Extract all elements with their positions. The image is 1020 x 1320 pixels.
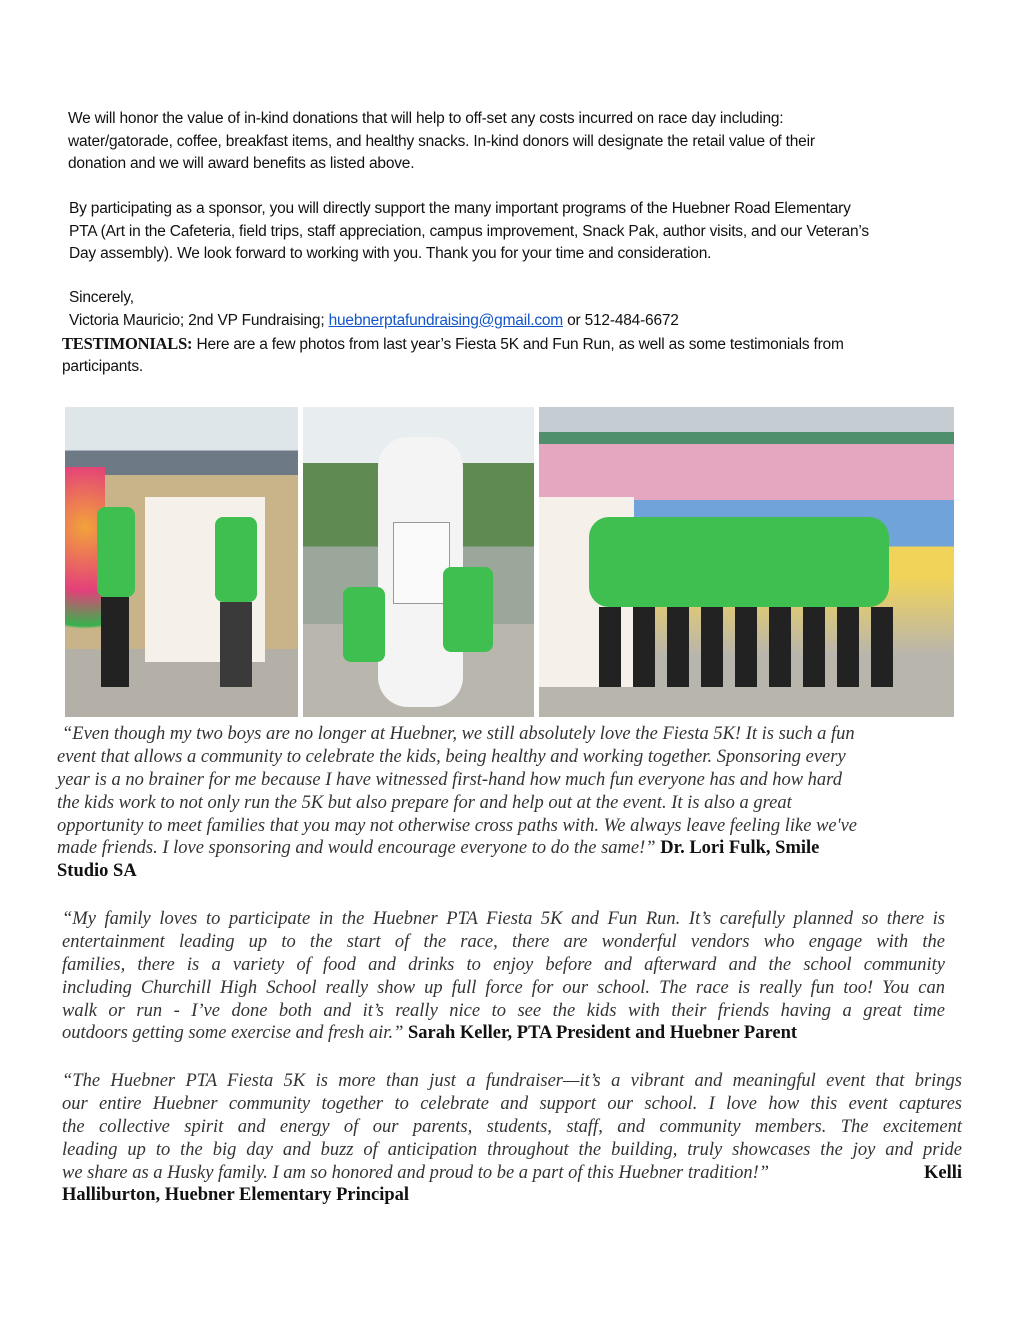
text-line: water/gatorade, coffee, breakfast items, and healthy snacks. In-kind donors will designate the retail value of their — [68, 132, 815, 150]
text-line: donation and we will award benefits as listed above. — [68, 155, 415, 173]
testimonial-author: Halliburton, Huebner Elementary Principal — [62, 1185, 410, 1206]
intro-text: Here are a few photos from last year’s Fiesta 5K and Fun Run, as well as some testimonials from — [192, 336, 844, 353]
text-line: PTA (Art in the Cafeteria, field trips, staff appreciation, campus improvement, Snack Pak, author visits, and our Veteran’s — [69, 222, 869, 240]
quote-text: we share as a Husky family. I am so honored and proud to be a part of this Huebner tradition!” — [62, 1162, 770, 1183]
inkind-paragraph — [68, 108, 815, 176]
testimonial-1 — [57, 723, 857, 883]
text-line: Day assembly). We look forward to working with you. Thank you for your time and consideration. — [69, 245, 712, 263]
photo-cow-mascot-kids — [303, 407, 534, 717]
intro-line — [62, 333, 844, 356]
photo-fiesta-sign-two-women — [65, 407, 298, 717]
signer: Victoria Mauricio; 2nd VP Fundraising; — [69, 311, 329, 329]
quote-line: the kids work to not only run the 5K but also prepare for and help out at the event. It is also a great — [57, 792, 792, 813]
testimonial-author: Kelli — [923, 1162, 962, 1183]
quote-line: “The Huebner PTA Fiesta 5K is more than just a fundraiser—it’s a vibrant and meaningful event that brings — [62, 1071, 962, 1091]
quote-line: year is a no brainer for me because I have witnessed first-hand how much fun everyone has and how hard — [57, 769, 842, 790]
testimonials-heading: TESTIMONIALS: — [62, 334, 193, 353]
closing: Sincerely, — [69, 289, 134, 306]
quote-line: the collective spirit and energy of our parents, students, staff, and community members. The excitement — [62, 1116, 962, 1137]
phone: or 512-484-6672 — [563, 311, 679, 329]
quote-line: entertainment leading up to the start of the race, there are wonderful vendors who engage with the — [62, 931, 945, 952]
quote-line: including Churchill High School really show up full force for our school. The race is really fun too! You can — [62, 977, 945, 998]
quote-line: opportunity to meet families that you may not otherwise cross paths with. We always leave feeling like we've — [57, 815, 858, 836]
testimonial-2 — [62, 908, 945, 1045]
quote-text: outdoors getting some exercise and fresh air.” — [62, 1023, 408, 1044]
quote-line: walk or run - I’ve done both and it’s really nice to see the kids with their friends having a great time — [62, 1000, 945, 1021]
testimonial-author: Studio SA — [57, 861, 137, 882]
email-link[interactable]: huebnerptafundraising@gmail.com — [328, 311, 563, 329]
quote-line — [62, 1022, 945, 1045]
signature-block — [69, 287, 679, 332]
quote-line: leading up to the big day and buzz of anticipation throughout the building, truly showcases the joy and pride — [62, 1139, 962, 1160]
testimonial-3 — [62, 1070, 962, 1207]
quote-line: our entire Huebner community together to celebrate and support our school. I love how this event captures — [62, 1093, 962, 1114]
quote-line: “Even though my two boys are no longer at Huebner, we still absolutely love the Fiesta 5K! It is such a fun — [62, 724, 855, 744]
quote-line — [57, 837, 857, 860]
testimonials-intro — [62, 333, 844, 378]
quote-line: “My family loves to participate in the Huebner PTA Fiesta 5K and Fun Run. It’s carefully planned so there is — [62, 909, 945, 929]
intro-text: participants. — [62, 357, 143, 375]
testimonial-author: Dr. Lori Fulk, Smile — [660, 838, 820, 859]
quote-line — [62, 1162, 962, 1185]
quote-line: families, there is a variety of food and drinks to enjoy before and afterward and the school community — [62, 954, 945, 975]
quote-text: made friends. I love sponsoring and would encourage everyone to do the same!” — [57, 838, 661, 859]
sponsor-paragraph — [69, 198, 869, 266]
testimonial-author: Sarah Keller, PTA President and Huebner Parent — [408, 1023, 798, 1044]
text-line: We will honor the value of in-kind donations that will help to off-set any costs incurred on race day including: — [68, 110, 784, 127]
text-line: By participating as a sponsor, you will directly support the many important programs of the Huebner Road Elementary — [69, 200, 851, 217]
photo-group-fiesta-backdrop — [539, 407, 954, 717]
signature-line — [69, 310, 679, 333]
quote-line: event that allows a community to celebrate the kids, being healthy and working together. Sponsoring every — [57, 746, 846, 767]
